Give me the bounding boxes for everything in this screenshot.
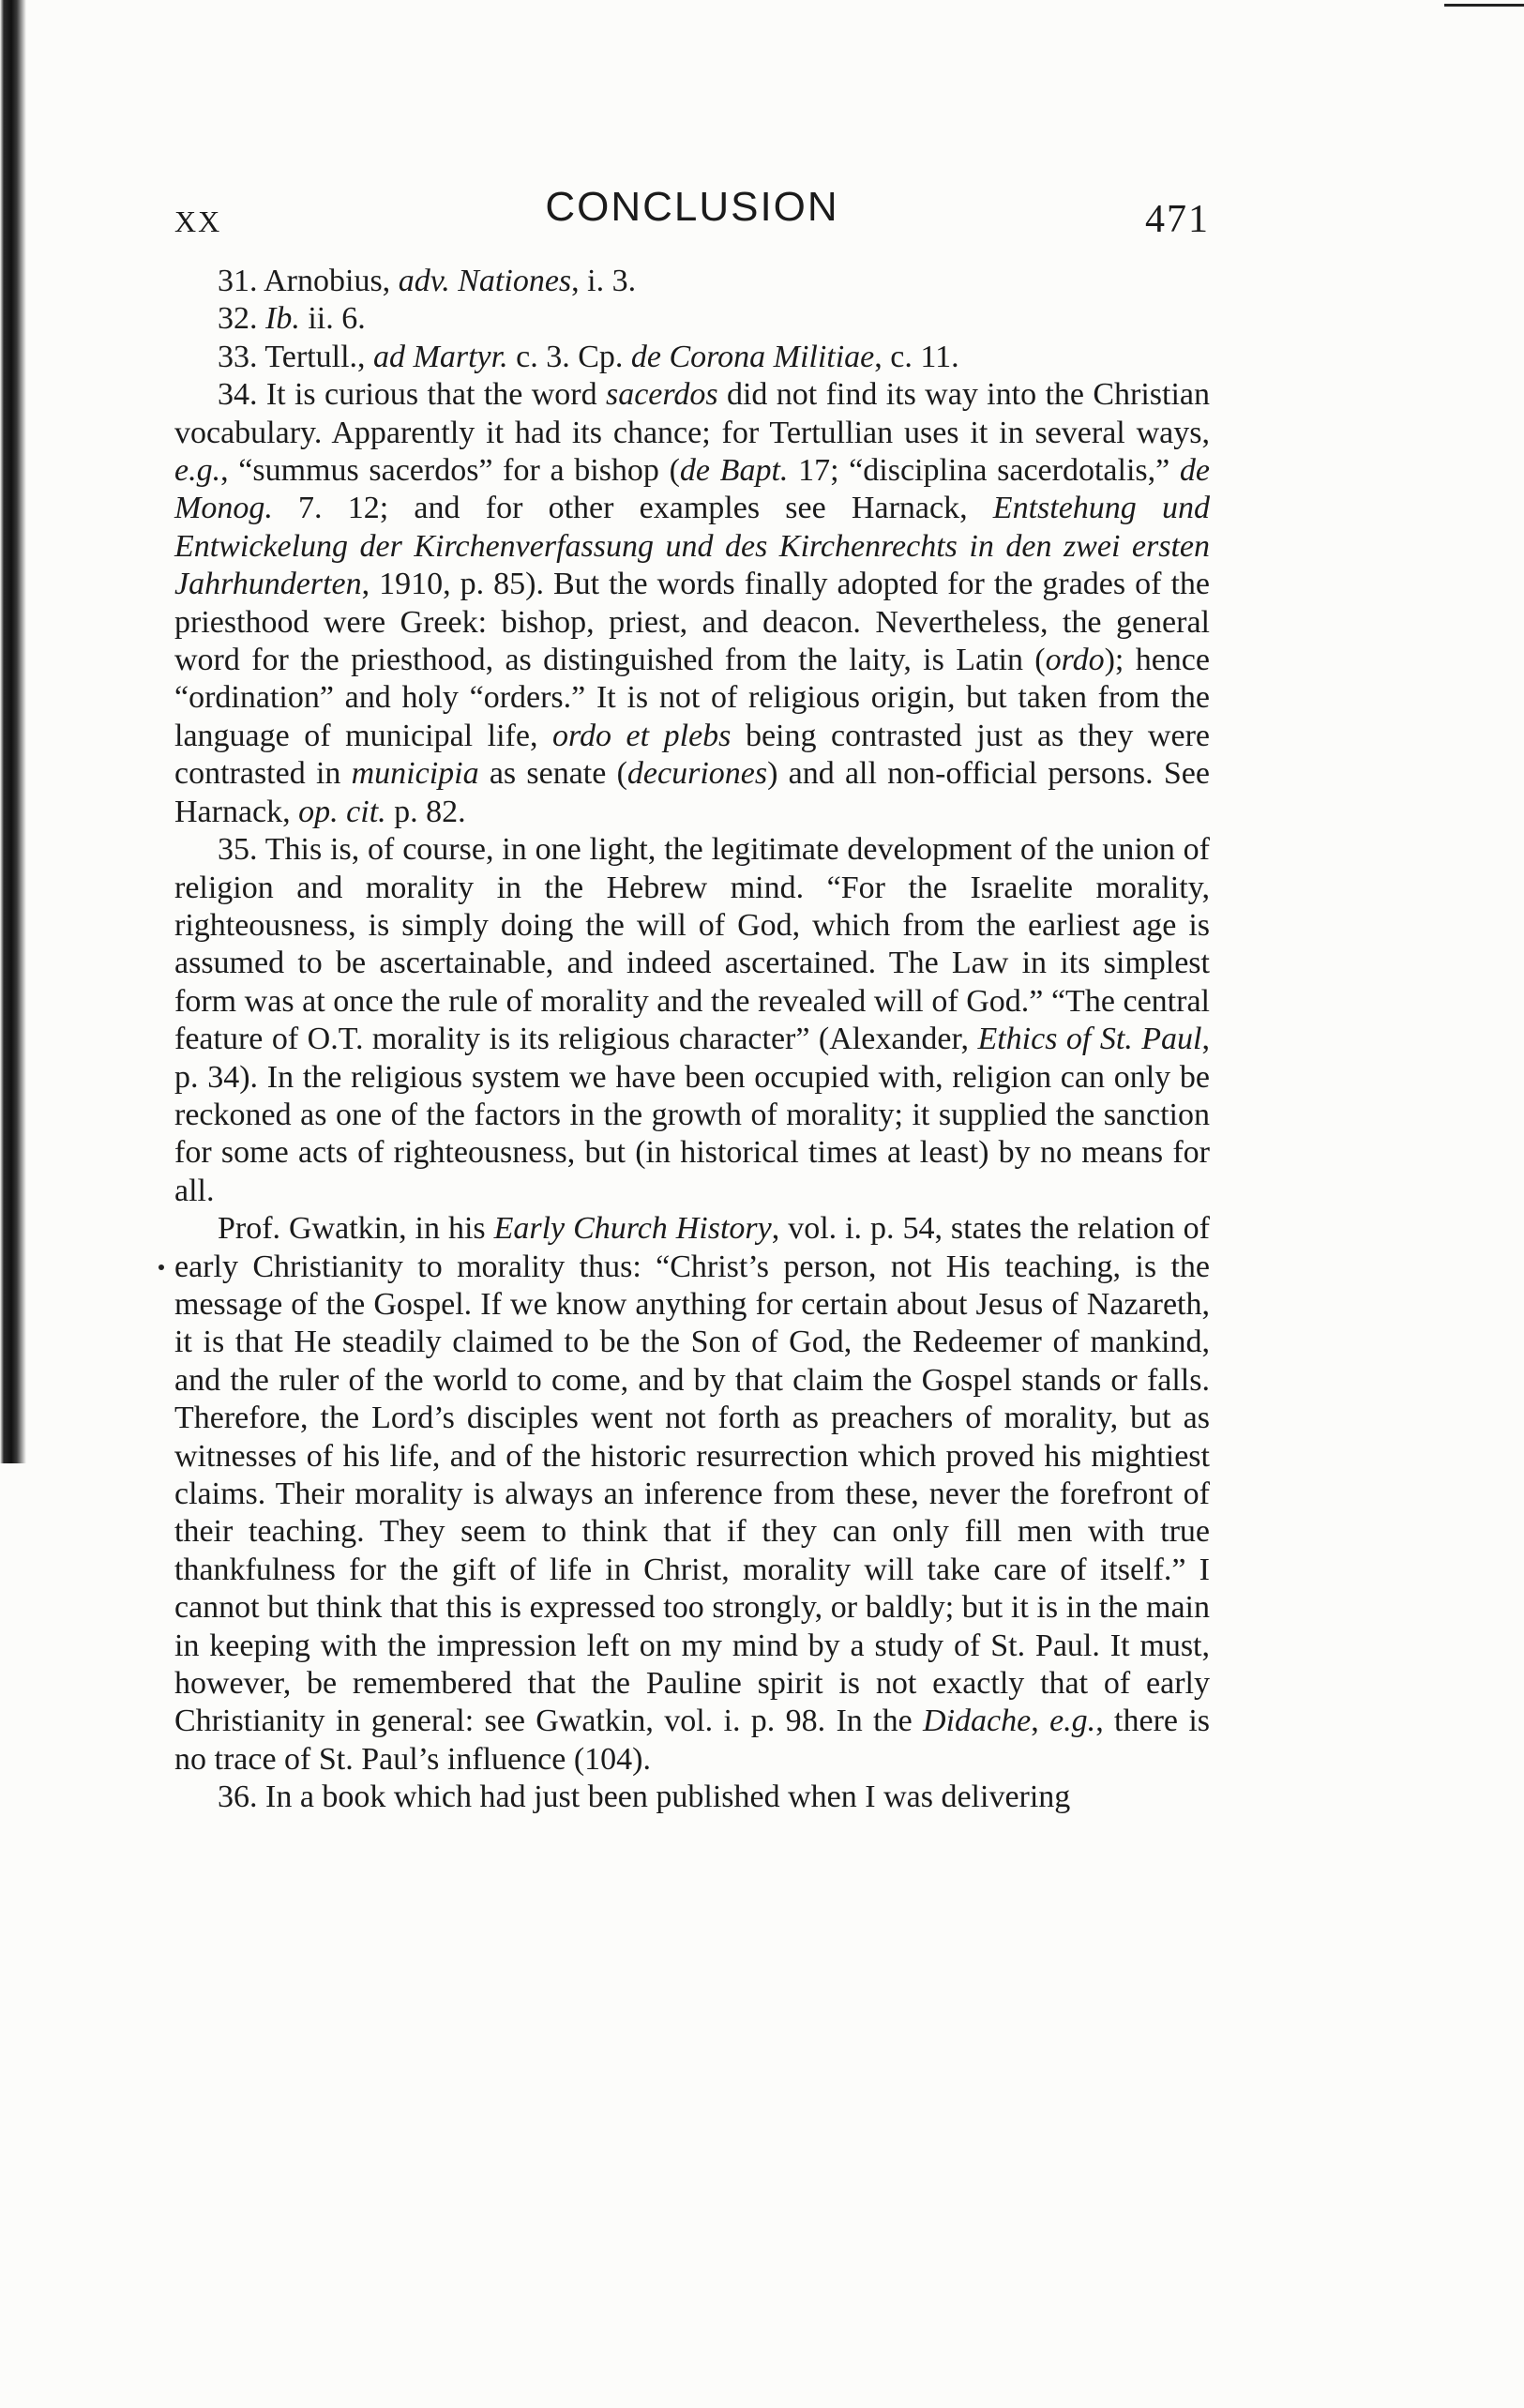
text-run: ii. 6.	[299, 301, 366, 337]
text-run: did not find its way into the Christian vocabulary. Apparently it had its chance; for Tertullian uses it in several ways,	[174, 377, 1210, 450]
note-33	[174, 339, 1210, 376]
italic-text: ordo et plebs	[552, 718, 732, 753]
italic-text: de Corona Militiae	[630, 339, 875, 374]
top-edge-rule	[1444, 4, 1524, 7]
page-title: CONCLUSION	[545, 184, 839, 230]
text-run: p. 82.	[385, 794, 466, 829]
italic-text: ordo	[1045, 643, 1105, 678]
page-number: 471	[1145, 198, 1210, 241]
text-run: 33. Tertull.,	[218, 339, 374, 374]
page-binding-edge	[0, 0, 26, 1463]
italic-text: adv. Nationes	[398, 264, 572, 298]
text-run: Prof. Gwatkin, in his	[218, 1211, 494, 1247]
text-run: , vol. i. p. 54, states the relation of early Christianity to morality thus: “Christ’s person, not His teaching, is the message of the Gospel. If we know anything for certain about Jesus of Nazareth, it is that He steadily claimed to be the Son of God, the Redeemer of mankind, and the ruler of the world to come, and by that claim the Gospel stands or falls. Therefore, the Lord’s disciples went not forth as preachers of morality, but as witnesses of his life, and of the historic resurrection which proved his mightiest claims. Their morality is always an inference from these, never the forefront of their teaching. They seem to think that if they can only fill men with true thankfulness for the gift of life in Christ, morality will take care of itself.” I cannot but think that this is expressed too strongly, or baldly; but it is in the main in keeping with the impression left on my mind by a study of St. Paul. It must, however, be remembered that the Pauline spirit is not exactly that of early Christianity in general: see Gwatkin, vol. i. p. 98. In the	[174, 1211, 1210, 1739]
text-run: c. 3. Cp.	[507, 339, 631, 374]
italic-text: Early Church History	[493, 1211, 772, 1247]
italic-text: Entstehung und Entwickelung der Kirchenverfassung und des Kirchenrechts in den zwei ersten Jahrhunderten	[174, 491, 1210, 602]
text-run: , “summus sacerdos” for a bishop (	[220, 453, 680, 489]
running-header	[174, 184, 1210, 250]
text-run: 31. Arnobius,	[218, 264, 399, 298]
margin-mark	[158, 1265, 164, 1270]
italic-text: ad Martyr.	[373, 339, 508, 374]
italic-text: de Monog.	[174, 453, 1210, 526]
text-run: as senate (	[478, 756, 627, 792]
text-run: 7. 12; and for other examples see Harnack,	[272, 491, 993, 526]
note-35	[174, 831, 1210, 1210]
text-run: being contrasted just as they were contrasted in	[174, 718, 1210, 792]
note-32	[174, 300, 1210, 338]
italic-text: e.g.	[174, 453, 221, 489]
italic-text: op. cit.	[298, 794, 386, 829]
text-run: ); hence “ordination” and holy “orders.” It is not of religious origin, but taken from the language of municipal life,	[174, 643, 1210, 753]
text-run: 32.	[218, 301, 265, 337]
italic-text: decuriones	[626, 756, 768, 792]
text-run: , 1910, p. 85). But the words finally adopted for the grades of the priesthood were Greek: bishop, priest, and deacon. Nevertheless, the general word for the priesthood, as distinguished from the laity, is Latin (	[174, 567, 1210, 678]
text-run: ,	[1031, 1704, 1050, 1739]
italic-text: Ethics of St. Paul	[977, 1022, 1202, 1057]
italic-text: Didache	[923, 1704, 1032, 1739]
italic-text: municipia	[351, 756, 479, 792]
text-run: , p. 34). In the religious system we have been occupied with, religion can only be reckoned as one of the factors in the growth of morality; it supplied the sanction for some acts of righteousness, but (in historical times at least) by no means for all.	[174, 1022, 1210, 1208]
text-run: 17; “disciplina sacerdotalis,”	[788, 453, 1180, 489]
chapter-number: XX	[174, 204, 222, 238]
text-run: 35. This is, of course, in one light, the legitimate development of the union of religion and morality in the Hebrew mind. “For the Israelite morality, righteousness, is simply doing the will of God, which from the earliest age is assumed to be ascertainable, and indeed ascertained. The Law in its simplest form was at once the rule of morality and the revealed will of God.” “The central feature of O.T. morality is its religious character” (Alexander,	[174, 832, 1210, 1057]
text-run: , c. 11.	[874, 339, 959, 374]
italic-text: Ib.	[265, 301, 300, 337]
italic-text: e.g.	[1049, 1704, 1096, 1739]
italic-text: de Bapt.	[679, 453, 789, 489]
text-run: 34. It is curious that the word	[218, 377, 606, 413]
italic-text: sacerdos	[605, 377, 718, 413]
note-31	[174, 263, 1210, 300]
note-34	[174, 376, 1210, 831]
note-35-continued	[174, 1210, 1210, 1779]
text-run: ) and all non-official persons. See Harnack,	[174, 756, 1210, 829]
note-36	[174, 1779, 1210, 1816]
body-text	[174, 263, 1210, 1817]
text-run: , i. 3.	[571, 264, 637, 298]
text-run: 36. In a book which had just been published when I was delivering	[218, 1779, 1071, 1815]
text-run: , there is no trace of St. Paul’s influence (104).	[174, 1704, 1211, 1777]
